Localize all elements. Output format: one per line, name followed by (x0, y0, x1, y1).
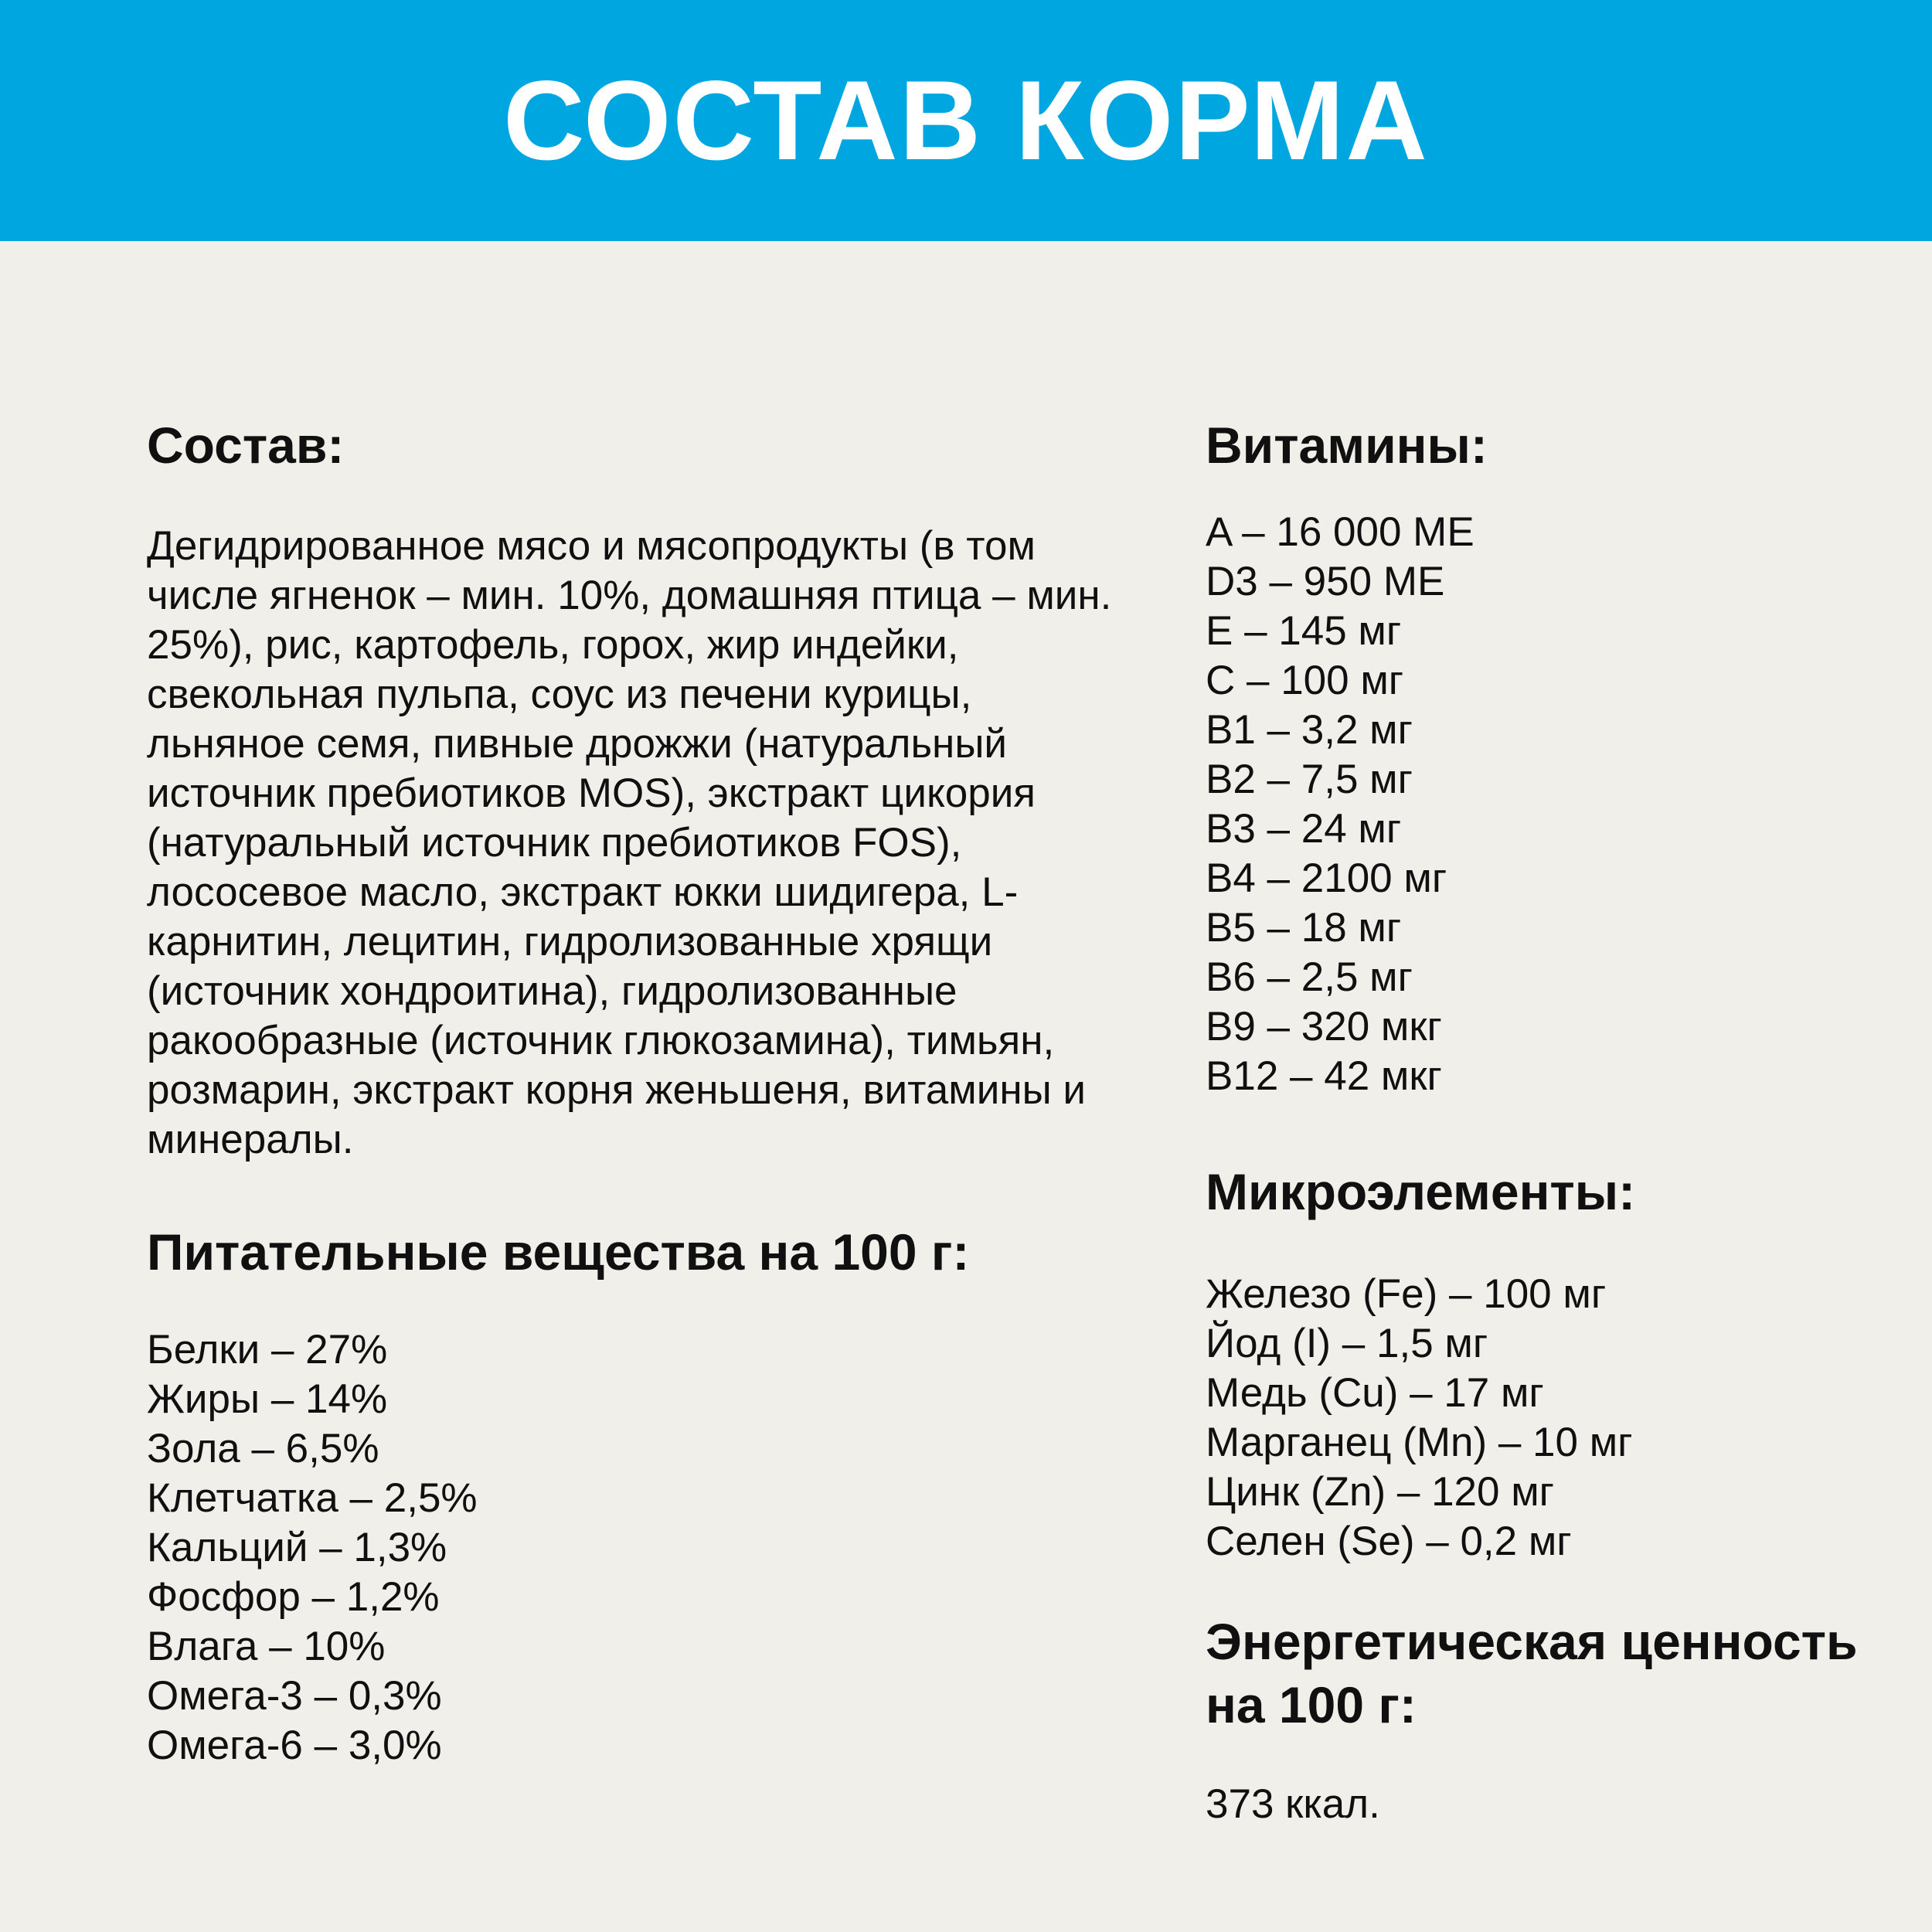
list-item: Марганец (Mn) – 10 мг (1206, 1420, 1633, 1465)
list-item: B9 – 320 мкг (1206, 1004, 1442, 1049)
list-item: Белки – 27% (147, 1327, 388, 1372)
list-item: B1 – 3,2 мг (1206, 707, 1413, 753)
vitamins-heading: Витамины: (1206, 417, 1488, 474)
page-title: СОСТАВ КОРМА (503, 57, 1429, 183)
list-item: D3 – 950 МЕ (1206, 559, 1445, 604)
list-item: Фосфор – 1,2% (147, 1574, 440, 1620)
list-item: Жиры – 14% (147, 1376, 388, 1422)
list-item: Клетчатка – 2,5% (147, 1475, 478, 1521)
list-item: A – 16 000 МЕ (1206, 509, 1475, 555)
left-column (147, 413, 1128, 1770)
energy-value: 373 ккал. (1206, 1781, 1380, 1827)
composition-heading: Состав: (147, 417, 345, 474)
list-item: Кальций – 1,3% (147, 1525, 447, 1570)
list-item: Цинк (Zn) – 120 мг (1206, 1469, 1554, 1515)
list-item: Селен (Se) – 0,2 мг (1206, 1519, 1572, 1564)
list-item: C – 100 мг (1206, 658, 1404, 703)
list-item: Влага – 10% (147, 1624, 386, 1669)
list-item: B3 – 24 мг (1206, 806, 1402, 852)
list-item: Йод (I) – 1,5 мг (1206, 1321, 1488, 1366)
composition-text: Дегидрированное мясо и мясопродукты (в том числе ягненок – мин. 10%, домашняя птица – мин. 25%), рис, картофель, горох, жир индейки, свекольная пульпа, соус из печени курицы, льняное семя, пивные дрожжи (натуральный источник пребиотиков MOS), экстракт цикория (натуральный источник пребиотиков FOS), лососевое масло, экстракт юкки шидигера, L-карнитин, лецитин, гидролизованные хрящи (источник хондроитина), гидролизованные ракообразные (источник глюкозамина), тимьян, розмарин, экстракт корня женьшеня, витамины и минералы. (147, 523, 1112, 1162)
list-item: E – 145 мг (1206, 608, 1402, 654)
list-item: Железо (Fe) – 100 мг (1206, 1271, 1607, 1317)
header-banner (0, 0, 1932, 241)
nutrients-list (147, 1325, 1128, 1770)
right-column (1206, 413, 1886, 1829)
vitamins-list (1206, 508, 1886, 1101)
list-item: Зола – 6,5% (147, 1426, 379, 1471)
list-item: Медь (Cu) – 17 мг (1206, 1370, 1544, 1416)
list-item: B2 – 7,5 мг (1206, 757, 1413, 802)
list-item: Омега-6 – 3,0% (147, 1723, 442, 1768)
list-item: B5 – 18 мг (1206, 905, 1402, 951)
minerals-list (1206, 1270, 1886, 1566)
minerals-heading: Микроэлементы: (1206, 1163, 1636, 1220)
list-item: B6 – 2,5 мг (1206, 954, 1413, 1000)
list-item: B12 – 42 мкг (1206, 1053, 1442, 1099)
list-item: Омега-3 – 0,3% (147, 1673, 442, 1719)
nutrients-heading: Питательные вещества на 100 г: (147, 1223, 970, 1281)
list-item: B4 – 2100 мг (1206, 855, 1447, 901)
energy-heading: Энергетическая ценность на 100 г: (1206, 1613, 1858, 1733)
